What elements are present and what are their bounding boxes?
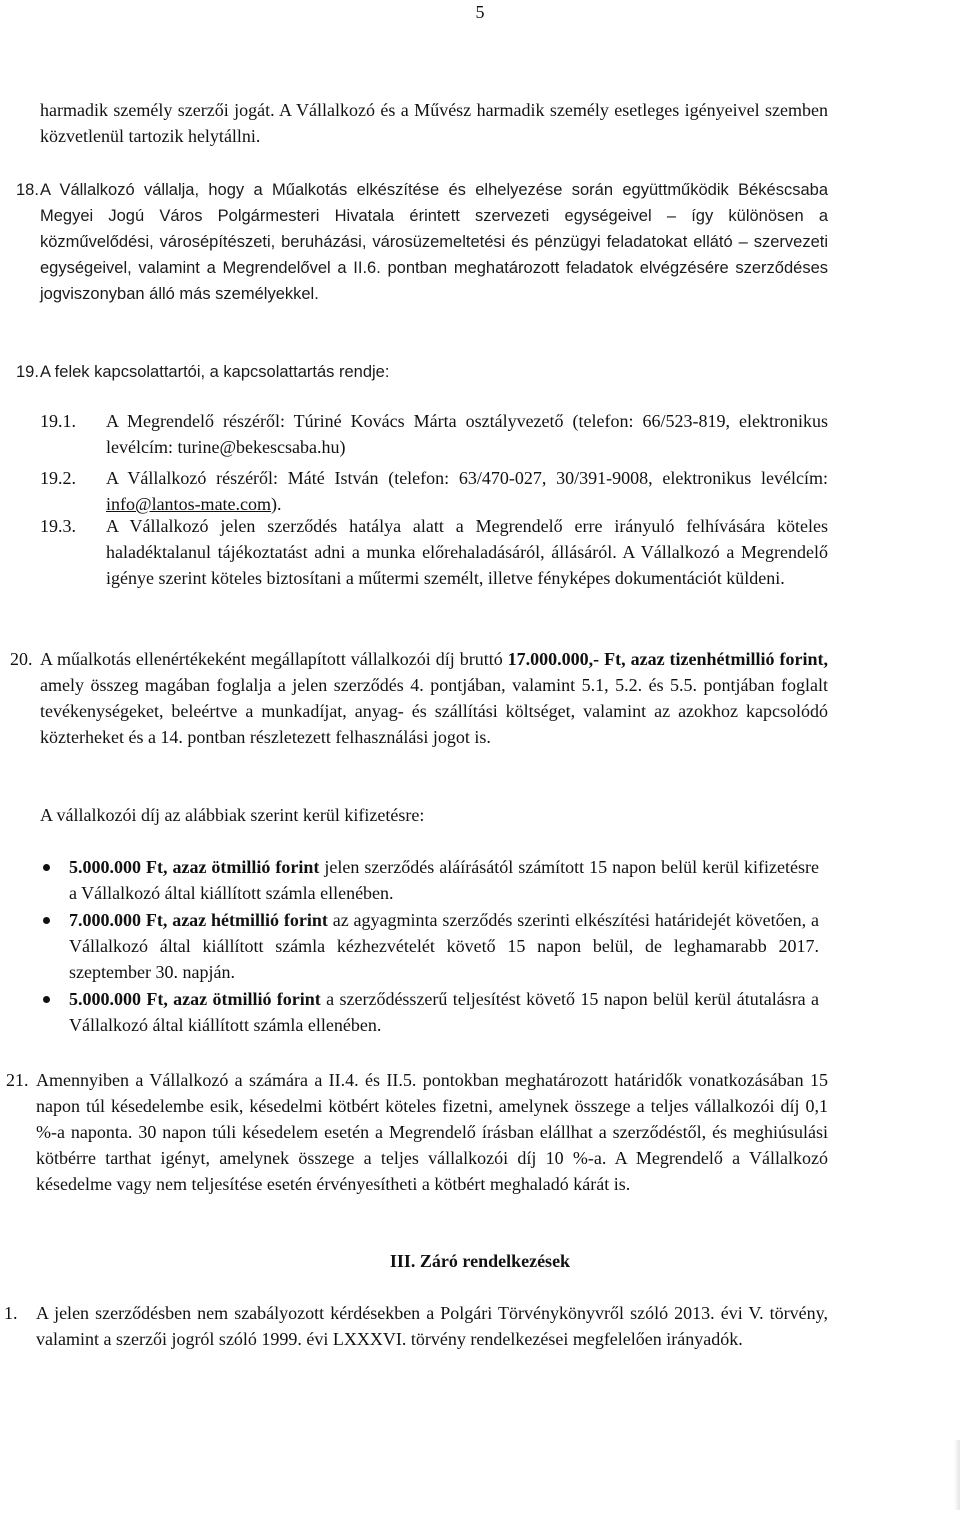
item-19-2-text: A Vállalkozó részéről: Máté István (telefon: 63/470-027, 30/391-9008, elektronikus levélcím: info@lantos-mate.com).	[106, 468, 828, 514]
payment-item-3: 5.000.000 Ft, azaz ötmillió forint a szerződésszerű teljesítést követő 15 napon belül kerül átutalásra a Vállalkozó által kiállított számla ellenében.	[69, 989, 819, 1035]
payment-intro: A vállalkozói díj az alábbiak szerint kerül kifizetésre:	[40, 805, 425, 825]
section-21-number: 21.	[6, 1070, 29, 1090]
item-19-2-number: 19.2.	[40, 468, 76, 488]
section-20-text: A műalkotás ellenértékeként megállapított vállalkozói díj bruttó 17.000.000,- Ft, azaz tizenhétmillió forint, amely összeg magában foglalja a jelen szerződés 4. pontjában, valamint 5.1, 5.2. és 5.5. pontjában foglalt tevékenységeket, beleértve a munkadíjat, anyag- és szállítási költséget, valamint az azokhoz kapcsolódó közterheket és a 14. pontban részletezett felhasználási jogot is.	[40, 649, 828, 747]
section-heading: III. Záró rendelkezések	[389, 1251, 571, 1271]
section-19-number: 19.	[16, 363, 39, 381]
bullet-dot	[43, 996, 50, 1003]
closing-item-1-number: 1.	[4, 1303, 18, 1323]
payment-item-2: 7.000.000 Ft, azaz hétmillió forint az agyagminta szerződés szerinti elkészítési határidejét követően, a Vállalkozó által kiállított számla kézhezvételét követő 15 napon belül, de leghamarabb 2017. szeptember 30. napján.	[69, 910, 819, 982]
scan-edge-shadow	[954, 1440, 960, 1510]
item-19-1-text: A Megrendelő részéről: Túriné Kovács Márta osztályvezető (telefon: 66/523-819, elektronikus levélcím: turine@bekescsaba.hu)	[106, 411, 828, 457]
bullet-dot	[43, 917, 50, 924]
section-19-title: A felek kapcsolattartói, a kapcsolattartás rendje:	[40, 363, 390, 381]
item-19-3-text: A Vállalkozó jelen szerződés hatálya alatt a Megrendelő erre irányuló felhívására köteles haladéktalanul tájékoztatást adni a munka előrehaladásáról, állásáról. A Vállalkozó a Megrendelő igénye szerint köteles biztosítani a műtermi személt, illetve fényképes dokumentációt küldeni.	[106, 516, 828, 588]
bullet-dot	[43, 864, 50, 871]
fee-amount: 17.000.000,- Ft, azaz tizenhétmillió forint,	[507, 649, 828, 669]
page-number: 5	[475, 2, 485, 22]
intro-paragraph: harmadik személy szerzői jogát. A Vállalkozó és a Művész harmadik személy esetleges igényeivel szemben közvetlenül tartozik helytállni.	[40, 100, 828, 146]
section-18-number: 18.	[16, 181, 39, 199]
item-19-1-number: 19.1.	[40, 411, 76, 431]
item-19-3-number: 19.3.	[40, 516, 76, 536]
email-link[interactable]: info@lantos-mate.com	[106, 494, 272, 514]
section-21-text: Amennyiben a Vállalkozó a számára a II.4. és II.5. pontokban meghatározott határidők vonatkozásában 15 napon túl késedelembe esik, késedelmi kötbért köteles fizetni, amelynek összege a teljes vállalkozói díj 0,1 %-a naponta. 30 napon túli késedelem esetén a Megrendelő írásban elállhat a szerződéstől, és meghiúsulási kötbérre tarthat igényt, amelynek összege a teljes vállalkozói díj 10 %-a. A Megrendelő a Vállalkozó késedelme vagy nem teljesítése esetén érvényesítheti a kötbért meghaladó kárát is.	[36, 1070, 828, 1194]
closing-item-1-text: A jelen szerződésben nem szabályozott kérdésekben a Polgári Törvénykönyvről szóló 2013. évi V. törvény, valamint a szerzői jogról szóló 1999. évi LXXXVI. törvény rendelkezései megfelelően irányadók.	[36, 1303, 828, 1349]
payment-item-1: 5.000.000 Ft, azaz ötmillió forint jelen szerződés aláírásától számított 15 napon belül kerül kifizetésre a Vállalkozó által kiállított számla ellenében.	[69, 857, 819, 903]
section-20-number: 20.	[10, 649, 33, 669]
section-18-text: A Vállalkozó vállalja, hogy a Műalkotás elkészítése és elhelyezése során együttműködik Békéscsaba Megyei Jogú Város Polgármesteri Hivatala érintett szervezeti egységeivel – így különösen a közművelődési, városépítészeti, beruházási, városüzemeltetési és pénzügyi feladatokat ellátó – szervezeti egységeivel, valamint a Megrendelővel a II.6. pontban meghatározott feladatok elvégzésére szerződéses jogviszonyban álló más személyekkel.	[40, 181, 828, 303]
